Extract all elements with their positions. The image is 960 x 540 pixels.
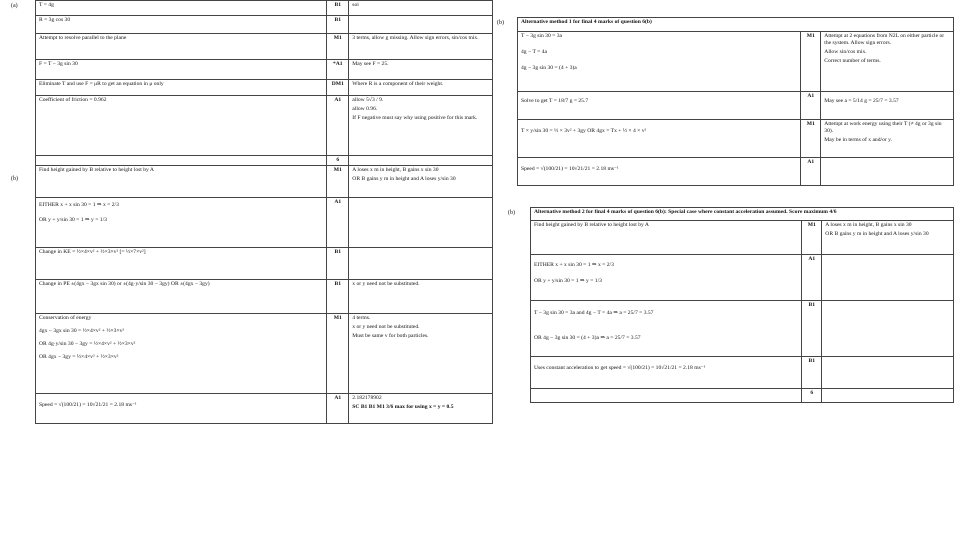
- guidance-cell: Where R is a component of their weight.: [349, 80, 493, 96]
- answer-line: OR 4g − 3g sin 30 = (4 + 3)a ⇒ a = 25/7 = 3.57: [534, 334, 641, 341]
- alt-method-2-table: [530, 207, 954, 403]
- guidance-cell: [822, 301, 954, 357]
- spacer-cell: [531, 389, 802, 403]
- part-b-label: (b): [11, 176, 18, 182]
- answer-cell: Solve to get T = 18/7 g = 25.7: [518, 92, 801, 120]
- answer-cell: [36, 198, 327, 248]
- guidance-cell: [349, 248, 493, 280]
- table-row: [518, 120, 954, 158]
- answer-line: 4g − T = 4a: [521, 48, 547, 55]
- answer-cell: Change in KE = ½×4×v² + ½×3×v² [= ½×7×v²]: [36, 248, 327, 280]
- guidance-line: Correct number of terms.: [824, 57, 881, 64]
- mark-cell: B1: [327, 16, 349, 34]
- answer-cell: [518, 32, 801, 92]
- guidance-line: Attempt at 2 equations from N2L on either particle or the system. Allow sign errors.: [824, 33, 945, 46]
- guidance-cell: [822, 221, 954, 255]
- guidance-line: x or y need not be substituted.: [352, 323, 420, 330]
- guidance-cell: x or y need not be substituted.: [349, 280, 493, 314]
- guidance-line: OR B gains y m in height and A loses y/sin 30: [825, 230, 929, 237]
- guidance-line: Attempt at work energy using their T (≠ 4g or 3g sin 30).: [824, 121, 942, 134]
- answer-cell: R = 3g cos 30: [36, 16, 327, 34]
- answer-cell: Change in PE ±(4gx − 3gx sin 30) or ±(4g·y/sin 30 − 3gy) OR ±(4gx − 3gy): [36, 280, 327, 314]
- table-row: [36, 96, 493, 156]
- guidance-line: May be in terms of x and/or y.: [824, 136, 892, 143]
- guidance-line: SC B1 B1 M1 3/6 max for using x = y = 0.5: [352, 403, 454, 410]
- guidance-cell: May see a = 5/14 g = 25/7 = 3.57: [821, 92, 954, 120]
- guidance-cell: [349, 16, 493, 34]
- mark-cell: DM1: [327, 80, 349, 96]
- spacer-cell: [822, 389, 954, 403]
- answer-line: T − 3g sin 30 = 3a and 4g − T = 4a ⇒ a = 25/7 = 3.57: [534, 310, 654, 316]
- guidance-cell: [821, 32, 954, 92]
- guidance-line: Must be same v for both particles.: [352, 332, 429, 339]
- table-row: [531, 357, 954, 389]
- answer-line: 4g − 3g sin 30 = (4 + 3)a: [521, 64, 577, 71]
- guidance-cell: [349, 314, 493, 394]
- table-row: [531, 208, 954, 221]
- answer-cell: T = 4g: [36, 1, 327, 16]
- mark-cell: B1: [327, 280, 349, 314]
- guidance-cell: [821, 158, 954, 186]
- guidance-cell: [349, 198, 493, 248]
- mark-cell: A1: [802, 255, 822, 301]
- answer-cell: [531, 301, 802, 357]
- answer-cell: Speed = √(100/21) = 10√21/21 = 2.18 ms⁻¹: [518, 158, 801, 186]
- table-row: [36, 1, 493, 16]
- alt-method-1-table: [517, 17, 954, 186]
- mark-cell: M1: [327, 166, 349, 198]
- table-row: [36, 80, 493, 96]
- part-b-label-alt1: (b): [497, 20, 504, 26]
- guidance-cell: [349, 96, 493, 156]
- guidance-line: A loses x m in height, B gains x sin 30: [352, 167, 439, 173]
- answer-cell: T × y/sin 30 = ½ × 3v² + 3gy OR 4gx = Tx + ½ × 4 × v²: [518, 120, 801, 158]
- table-row: [36, 314, 493, 394]
- guidance-line: A loses x m in height, B gains x sin 30: [825, 222, 912, 228]
- answer-line: OR 4g·y/sin 30 − 3gy = ½×4×v² + ½×3×v²: [39, 340, 136, 347]
- total-cell: 6: [802, 389, 822, 403]
- table-row: [518, 32, 954, 92]
- guidance-cell: 3 terms, allow g missing. Allow sign errors, sin/cos mix.: [349, 34, 493, 60]
- table-row: [36, 166, 493, 198]
- guidance-line: OR B gains y m in height and A loses y/sin 30: [352, 175, 456, 182]
- guidance-line: 4 terms.: [352, 315, 371, 321]
- mark-cell: A1: [327, 394, 349, 424]
- mark-cell: A1: [801, 92, 821, 120]
- total-cell: 6: [327, 156, 349, 166]
- table-row: [531, 301, 954, 357]
- answer-cell: Find height gained by B relative to height lost by A: [531, 221, 802, 255]
- table-row: [36, 198, 493, 248]
- alt-method-1-header: Alternative method 1 for final 4 marks of question 6(b): [518, 18, 954, 32]
- answer-line: Conservation of energy: [39, 315, 92, 321]
- mark-cell: M1: [327, 34, 349, 60]
- mark-cell: M1: [801, 120, 821, 158]
- guidance-cell: [349, 394, 493, 424]
- answer-cell: Find height gained by B relative to height lost by A: [36, 166, 327, 198]
- guidance-cell: [822, 255, 954, 301]
- alt-method-2-header: Alternative method 2 for final 4 marks of question 6(b): Special case where constant acceleration assumed. Score maximum 4/6: [531, 208, 954, 221]
- table-row: [518, 92, 954, 120]
- mark-cell: *A1: [327, 60, 349, 80]
- table-row: [531, 255, 954, 301]
- guidance-line: allow 0.96.: [352, 105, 378, 112]
- mark-cell: A1: [327, 96, 349, 156]
- answer-line: OR 4gx − 3gy = ½×4×v² + ½×3×v²: [39, 353, 119, 360]
- mark-cell: A1: [801, 158, 821, 186]
- table-row: [518, 18, 954, 32]
- part-a-label: (a): [11, 3, 18, 9]
- table-row: [36, 394, 493, 424]
- guidance-line: Allow sin/cos mix.: [824, 48, 867, 55]
- table-row: [36, 16, 493, 34]
- answer-cell: F = T − 3g sin 30: [36, 60, 327, 80]
- answer-cell: Uses constant acceleration to get speed = √(100/21) = 10√21/21 = 2.18 ms⁻¹: [531, 357, 802, 389]
- guidance-line: allow 5√3 / 9.: [352, 97, 384, 103]
- mark-cell: B1: [802, 357, 822, 389]
- answer-cell: Coefficient of friction = 0.962: [36, 96, 327, 156]
- guidance-line: If F negative must say why using positive for this mark.: [352, 114, 478, 121]
- guidance-cell: May see F = 25.: [349, 60, 493, 80]
- mark-cell: B1: [802, 301, 822, 357]
- answer-cell: [36, 314, 327, 394]
- table-row: [518, 158, 954, 186]
- guidance-cell: soi: [349, 1, 493, 16]
- answer-cell: [531, 255, 802, 301]
- table-row: [531, 389, 954, 403]
- mark-cell: M1: [327, 314, 349, 394]
- spacer-cell: [36, 156, 327, 166]
- mark-cell: A1: [327, 198, 349, 248]
- answer-line: OR y + y/sin 30 = 1 ⇒ y = 1/3: [534, 277, 602, 284]
- answer-cell: Eliminate T and use F = μR to get an equation in μ only: [36, 80, 327, 96]
- table-row: [36, 156, 493, 166]
- guidance-cell: [822, 357, 954, 389]
- table-row: [36, 248, 493, 280]
- table-row: [36, 34, 493, 60]
- mark-cell: B1: [327, 248, 349, 280]
- answer-line: EITHER x + x sin 30 = 1 ⇒ x = 2/3: [39, 202, 119, 208]
- mark-cell: M1: [801, 32, 821, 92]
- mark-cell: B1: [327, 1, 349, 16]
- guidance-line: 2.182178902: [352, 395, 382, 401]
- answer-cell: Attempt to resolve parallel to the plane: [36, 34, 327, 60]
- markscheme-table-left: [35, 0, 493, 424]
- answer-line: EITHER x + x sin 30 = 1 ⇒ x = 2/3: [534, 262, 614, 268]
- table-row: [36, 280, 493, 314]
- mark-cell: M1: [802, 221, 822, 255]
- guidance-cell: [821, 120, 954, 158]
- answer-line: 4gx − 3gx sin 30 = ½×4×v² + ½×3×v²: [39, 327, 125, 334]
- table-row: [531, 221, 954, 255]
- part-b-label-alt2: (b): [508, 210, 515, 216]
- answer-line: T − 3g sin 30 = 3a: [521, 33, 563, 39]
- answer-cell: Speed = √(100/21) = 10√21/21 = 2.18 ms⁻¹: [36, 394, 327, 424]
- answer-line: OR y + y/sin 30 = 1 ⇒ y = 1/3: [39, 216, 107, 223]
- spacer-cell: [349, 156, 493, 166]
- guidance-cell: [349, 166, 493, 198]
- table-row: [36, 60, 493, 80]
